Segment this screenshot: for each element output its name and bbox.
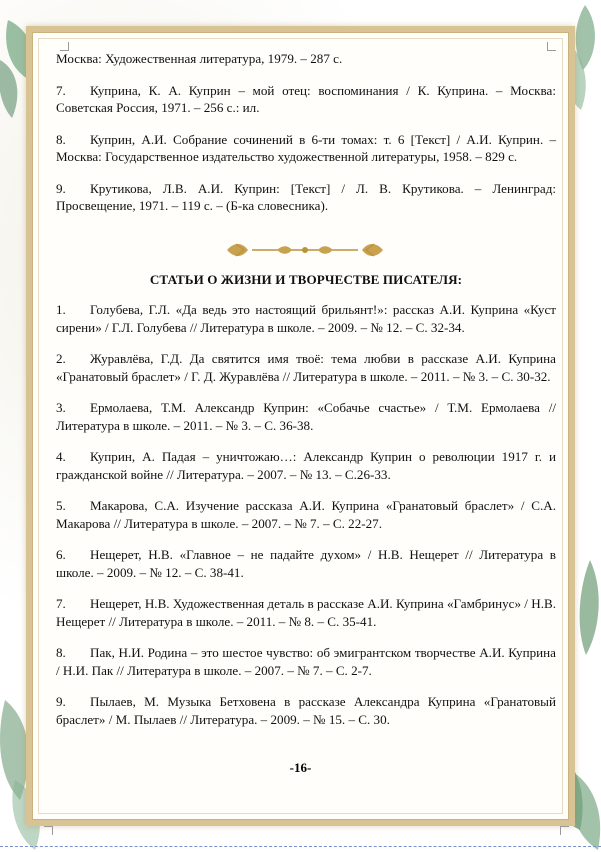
entry-number: 6. [56,547,66,562]
entry-number: 8. [56,131,66,147]
continued-line: Москва: Художественная литература, 1979. – 287 с. [56,51,343,66]
entry-number: 7. [56,596,66,611]
page-break-line [0,846,601,847]
entry-text: Журавлёва, Г.Д. Да святится имя твоё: тема любви в рассказе А.И. Куприна «Гранатовый браслет» / Г. Д. Журавлёва // Литература в школе. – 2011. – № 3. – С. 30-32. [56,351,556,384]
bibliography-entry [56,82,556,117]
bibliography-entry [56,131,556,166]
article-entry [56,497,556,532]
entry-number: 1. [56,302,66,317]
entry-number: 9. [56,694,66,709]
article-entry [56,448,556,483]
entry-number: 7. [56,82,66,98]
section-heading: СТАТЬИ О ЖИЗНИ И ТВОРЧЕСТВЕ ПИСАТЕЛЯ: [149,271,463,287]
entry-number: 4. [56,449,66,464]
crop-mark [560,826,569,835]
bibliography-entry [56,180,556,215]
article-entry [56,595,556,630]
entry-text: Макарова, С.А. Изучение рассказа А.И. Куприна «Гранатовый браслет» / С.А. Макарова // Литература в школе. – 2007. – № 7. – С. 22-27. [56,498,556,531]
entry-text: Нещерет, Н.В. «Главное – не падайте духом» / Н.В. Нещерет // Литература в школе. – 2009. – № 12. – С. 38-41. [56,547,556,580]
entry-number: 9. [56,180,66,196]
entry-text: Пак, Н.И. Родина – это шестое чувство: об эмигрантском творчестве А.И. Куприна / Н.И. Пак // Литература в школе. – 2007. – № 7. – С. 2-7. [56,645,556,678]
article-entry [56,301,556,336]
entry-text: Голубева, Г.Л. «Да ведь это настоящий брильянт!»: рассказ А.И. Куприна «Куст сирени» / Г.Л. Голубева // Литература в школе. – 2009. – № 12. – С. 32-34. [56,302,556,335]
article-entry [56,546,556,581]
article-entry [56,350,556,385]
entry-text: Пылаев, М. Музыка Бетховена в рассказе Александра Куприна «Гранатовый браслет» / М. Пылаев // Литература. – 2009. – № 15. – С. 30. [56,694,556,727]
page-number: -16- [289,760,312,775]
entry-number: 2. [56,351,66,366]
entry-text: Куприн, А. Падая – уничтожаю…: Александр Куприн о революции 1917 г. и гражданской войне // Литература. – 2007. – № 13. – С.26-33. [56,449,556,482]
article-entry [56,693,556,728]
entry-text: Нещерет, Н.В. Художественная деталь в рассказе А.И. Куприна «Гамбринус» / Н.В. Нещерет // Литература в школе. – 2011. – № 8. – С. 35-41. [56,596,556,629]
crop-mark [44,826,53,835]
article-entry [56,399,556,434]
entry-number: 8. [56,645,66,660]
entry-number: 3. [56,400,66,415]
ornament-divider-icon [222,238,388,262]
entry-text: Куприна, К. А. Куприн – мой отец: воспоминания / К. Куприна. – Москва: Советская Россия, 1971. – 256 с.: ил. [56,82,556,115]
bibliography-content [56,50,556,742]
entry-text: Ермолаева, Т.М. Александр Куприн: «Собачье счастье» / Т.М. Ермолаева // Литература в школе. – 2011. – № 3. – С. 36-38. [56,400,556,433]
entry-text: Куприн, А.И. Собрание сочинений в 6-ти томах: т. 6 [Текст] / А.И. Куприн. – Москва: Государственное издательство художественной литературы, 1958. – 829 с. [56,131,556,164]
article-entry [56,644,556,679]
entry-number: 5. [56,498,66,513]
entry-text: Крутикова, Л.В. А.И. Куприн: [Текст] / Л. В. Крутикова. – Ленинград: Просвещение, 1971. – 119 с. – (Б-ка словесника). [56,180,556,213]
